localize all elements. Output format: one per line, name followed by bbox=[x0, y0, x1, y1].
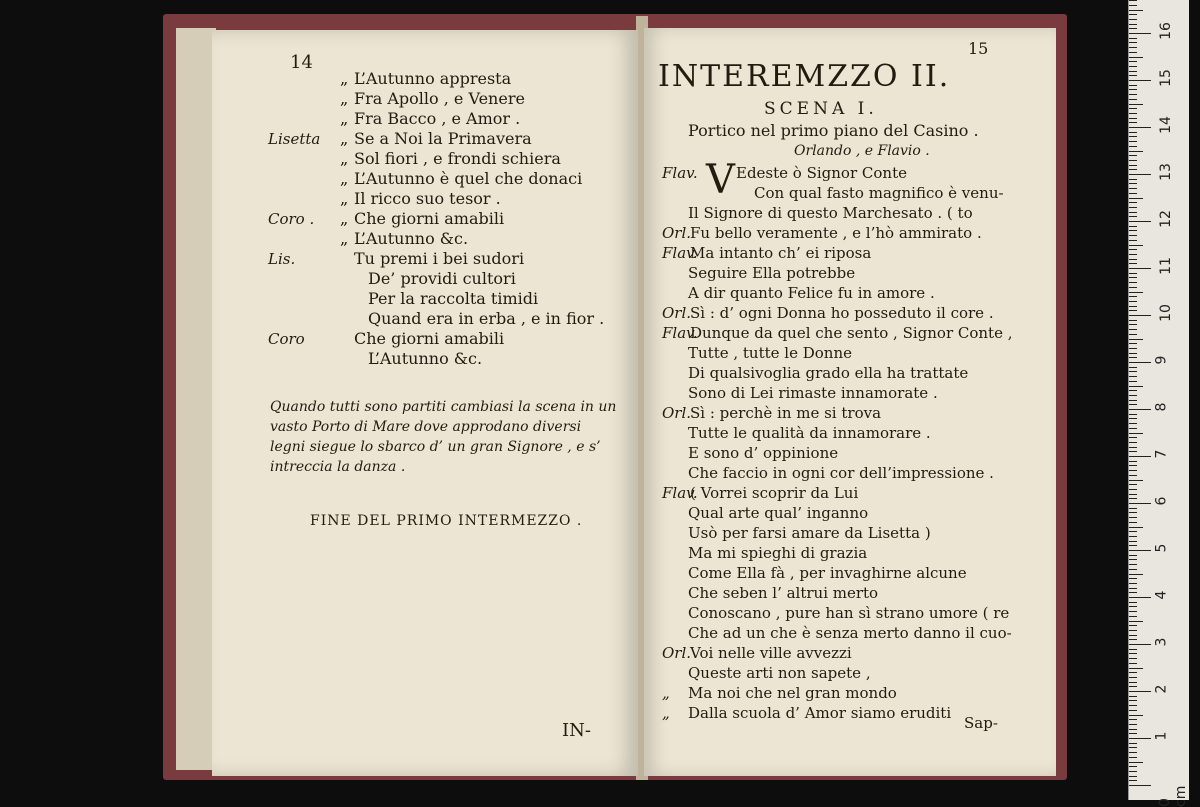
verse-line: L’Autunno &c. bbox=[368, 349, 483, 368]
right-page bbox=[644, 28, 1056, 776]
dialogue-line: Sono di Lei rimaste innamorate . bbox=[688, 384, 938, 402]
dialogue-line: Ma intanto ch’ ei riposa bbox=[690, 244, 872, 262]
ruler-tick bbox=[1129, 729, 1137, 730]
ruler-tick bbox=[1129, 198, 1143, 199]
speaker-label: Flav. bbox=[662, 164, 698, 182]
quote-mark: „ bbox=[340, 189, 349, 208]
verse-line: Che giorni amabili bbox=[354, 329, 505, 348]
ruler-number: 12 bbox=[1157, 210, 1174, 228]
ruler-number: 10 bbox=[1157, 304, 1174, 322]
ruler-tick bbox=[1129, 226, 1137, 227]
ruler-tick bbox=[1129, 89, 1137, 90]
ruler-tick bbox=[1129, 395, 1137, 396]
ruler-tick bbox=[1129, 263, 1137, 264]
ruler-tick bbox=[1129, 216, 1137, 217]
ruler-tick bbox=[1129, 409, 1151, 410]
ruler-tick bbox=[1129, 503, 1151, 504]
ruler-tick bbox=[1129, 456, 1151, 457]
ruler-tick bbox=[1129, 719, 1137, 720]
dialogue-line: Edeste ò Signor Conte bbox=[736, 164, 907, 182]
ruler-tick bbox=[1129, 649, 1137, 650]
ruler-tick bbox=[1129, 0, 1137, 1]
ruler-tick bbox=[1129, 155, 1137, 156]
ruler-tick bbox=[1129, 602, 1137, 603]
dialogue-line: ( Vorrei scoprir da Lui bbox=[690, 484, 859, 502]
ruler-tick bbox=[1129, 644, 1151, 645]
ruler-tick bbox=[1129, 780, 1137, 781]
ruler-tick bbox=[1129, 691, 1151, 692]
ruler-tick bbox=[1129, 132, 1137, 133]
dialogue-line: Voi nelle ville avvezzi bbox=[690, 644, 852, 662]
ruler-tick bbox=[1129, 710, 1137, 711]
ruler-tick bbox=[1129, 531, 1137, 532]
dialogue-line: Ma noi che nel gran mondo bbox=[688, 684, 897, 702]
ruler-tick bbox=[1129, 574, 1143, 575]
ruler-tick bbox=[1129, 339, 1143, 340]
ruler-number: 2 bbox=[1153, 684, 1170, 694]
characters: Orlando , e Flavio . bbox=[794, 143, 930, 159]
flyleaf bbox=[176, 28, 216, 770]
dialogue-line: Queste arti non sapete , bbox=[688, 664, 871, 682]
ruler-tick bbox=[1129, 292, 1143, 293]
verse-line: Sol fiori , e frondi schiera bbox=[354, 149, 561, 168]
ruler-tick bbox=[1129, 578, 1137, 579]
stage-direction-line: vasto Porto di Mare dove approdano diversi bbox=[270, 419, 582, 435]
ruler-tick bbox=[1129, 677, 1137, 678]
ruler-tick bbox=[1129, 461, 1137, 462]
ruler-tick bbox=[1129, 179, 1137, 180]
page-number: 15 bbox=[968, 39, 989, 58]
speaker-label: Coro . bbox=[268, 210, 315, 228]
drop-cap: V bbox=[706, 157, 735, 203]
ruler-tick bbox=[1129, 169, 1137, 170]
verse-line: Tu premi i bei sudori bbox=[354, 249, 525, 268]
ruler-number: 6 bbox=[1153, 496, 1170, 506]
ruler-tick bbox=[1129, 353, 1137, 354]
ruler-tick bbox=[1129, 118, 1137, 119]
ruler-tick bbox=[1129, 390, 1137, 391]
dialogue-line: Dalla scuola d’ Amor siamo eruditi bbox=[688, 704, 952, 722]
ruler-tick bbox=[1129, 99, 1137, 100]
ruler-tick bbox=[1129, 414, 1137, 415]
quote-mark: „ bbox=[340, 89, 349, 108]
ruler-tick bbox=[1129, 151, 1143, 152]
ruler-number: 7 bbox=[1153, 449, 1170, 459]
ruler-tick bbox=[1129, 668, 1143, 669]
ruler-tick bbox=[1129, 766, 1137, 767]
ruler-tick bbox=[1129, 221, 1151, 222]
ruler-tick bbox=[1129, 61, 1137, 62]
verse-line: L’Autunno è quel che donaci bbox=[354, 169, 583, 188]
ruler-tick bbox=[1129, 259, 1137, 260]
dialogue-line: A dir quanto Felice fu in amore . bbox=[688, 284, 935, 302]
ruler-tick bbox=[1129, 663, 1137, 664]
ruler-tick bbox=[1129, 550, 1151, 551]
ruler-tick bbox=[1129, 484, 1137, 485]
ruler-tick bbox=[1129, 193, 1137, 194]
verse-line: Per la raccolta timidi bbox=[368, 289, 539, 308]
speaker-label: Flav. bbox=[662, 244, 698, 262]
ruler-tick bbox=[1129, 376, 1137, 377]
ruler-tick bbox=[1129, 494, 1137, 495]
ruler-tick bbox=[1129, 174, 1151, 175]
speaker-label: Flav. bbox=[662, 484, 698, 502]
ruler-tick bbox=[1129, 470, 1137, 471]
ruler-tick bbox=[1129, 776, 1137, 777]
ruler-tick bbox=[1129, 489, 1137, 490]
dialogue-line: Tutte le qualità da innamorare . bbox=[688, 424, 931, 442]
ruler-tick bbox=[1129, 202, 1137, 203]
ruler-tick bbox=[1129, 381, 1137, 382]
ruler-tick bbox=[1129, 597, 1151, 598]
measuring-ruler bbox=[1128, 0, 1189, 807]
ruler-tick bbox=[1129, 165, 1137, 166]
ruler-number: 14 bbox=[1157, 116, 1174, 134]
ruler-tick bbox=[1129, 428, 1137, 429]
dialogue-line: Conoscano , pure han sì strano umore ( re bbox=[688, 604, 1010, 622]
ruler-tick bbox=[1129, 42, 1137, 43]
ruler-tick bbox=[1129, 47, 1137, 48]
ruler-number: 8 bbox=[1153, 402, 1170, 412]
ruler-tick bbox=[1129, 733, 1137, 734]
ruler-tick bbox=[1129, 508, 1137, 509]
speaker-label: „ bbox=[662, 684, 670, 702]
dialogue-line: Usò per farsi amare da Lisetta ) bbox=[688, 524, 931, 542]
ruler-number: 15 bbox=[1157, 69, 1174, 87]
ruler-tick bbox=[1129, 52, 1137, 53]
ruler-tick bbox=[1129, 437, 1137, 438]
dialogue-line: Tutte , tutte le Donne bbox=[688, 344, 852, 362]
speaker-label: „ bbox=[662, 704, 670, 722]
ruler-tick bbox=[1129, 498, 1137, 499]
speaker-label: Flav. bbox=[662, 324, 698, 342]
ruler-tick bbox=[1129, 357, 1137, 358]
ruler-tick bbox=[1129, 545, 1137, 546]
ruler-tick bbox=[1129, 24, 1137, 25]
verse-line: Quand era in erba , e in fior . bbox=[368, 309, 605, 328]
quote-mark: „ bbox=[340, 229, 349, 248]
ruler-tick bbox=[1129, 310, 1137, 311]
dialogue-line: Di qualsivoglia grado ella ha trattate bbox=[688, 364, 969, 382]
dialogue-line: Fu bello veramente , e l’hò ammirato . bbox=[690, 224, 982, 242]
ruler-tick bbox=[1129, 757, 1137, 758]
ruler-number: 9 bbox=[1153, 355, 1170, 365]
ruler-tick bbox=[1129, 386, 1143, 387]
scene-setting: Portico nel primo piano del Casino . bbox=[688, 121, 979, 140]
ruler-tick bbox=[1129, 522, 1137, 523]
ruler-tick bbox=[1129, 249, 1137, 250]
verse-line: L’Autunno &c. bbox=[354, 229, 469, 248]
ruler-tick bbox=[1129, 475, 1137, 476]
verse-line: Se a Noi la Primavera bbox=[354, 129, 532, 148]
ruler-tick bbox=[1129, 296, 1137, 297]
interlude-title: INTEREMZZO II. bbox=[658, 59, 951, 94]
dialogue-line: Che faccio in ogni cor dell’impressione . bbox=[688, 464, 994, 482]
ruler-tick bbox=[1129, 188, 1137, 189]
ruler-tick bbox=[1129, 75, 1137, 76]
dialogue-line: Come Ella fà , per invaghirne alcune bbox=[688, 564, 967, 582]
scene-heading: SCENA I. bbox=[764, 99, 878, 119]
ruler-tick bbox=[1129, 28, 1137, 29]
ruler-tick bbox=[1129, 433, 1143, 434]
ruler-tick bbox=[1129, 57, 1143, 58]
ruler-number: 0 cm bbox=[1157, 785, 1189, 807]
ruler-tick bbox=[1129, 329, 1137, 330]
dialogue-line: Che seben l’ altrui merto bbox=[688, 584, 879, 602]
ruler-tick bbox=[1129, 301, 1137, 302]
ruler-tick bbox=[1129, 315, 1151, 316]
ruler-tick bbox=[1129, 715, 1143, 716]
ruler-tick bbox=[1129, 38, 1137, 39]
ruler-tick bbox=[1129, 141, 1137, 142]
ruler-tick bbox=[1129, 306, 1137, 307]
ruler-tick bbox=[1129, 71, 1137, 72]
ruler-tick bbox=[1129, 66, 1137, 67]
ruler-tick bbox=[1129, 696, 1137, 697]
ruler-tick bbox=[1129, 273, 1137, 274]
ruler-tick bbox=[1129, 451, 1137, 452]
ruler-tick bbox=[1129, 324, 1137, 325]
speaker-label: Orl. bbox=[662, 304, 692, 322]
ruler-tick bbox=[1129, 724, 1137, 725]
catchword: IN- bbox=[562, 720, 591, 741]
speaker-label: Lisetta bbox=[268, 130, 321, 148]
ruler-tick bbox=[1129, 785, 1151, 786]
verse-line: De’ providi cultori bbox=[368, 269, 516, 288]
ruler-tick bbox=[1129, 254, 1137, 255]
ruler-tick bbox=[1129, 512, 1137, 513]
ruler-tick bbox=[1129, 348, 1137, 349]
speaker-label: Lis. bbox=[268, 250, 296, 268]
ruler-tick bbox=[1129, 630, 1137, 631]
ruler-tick bbox=[1129, 14, 1137, 15]
ruler-tick bbox=[1129, 235, 1137, 236]
ruler-tick bbox=[1129, 621, 1143, 622]
stage-direction-line: Quando tutti sono partiti cambiasi la scena in un bbox=[270, 399, 617, 415]
ruler-tick bbox=[1129, 362, 1151, 363]
dialogue-line: Che ad un che è senza merto danno il cuo- bbox=[688, 624, 1012, 642]
speaker-label: Orl. bbox=[662, 404, 692, 422]
ruler-tick bbox=[1129, 122, 1137, 123]
ruler-tick bbox=[1129, 771, 1137, 772]
ruler-tick bbox=[1129, 480, 1143, 481]
end-title: FINE DEL PRIMO INTERMEZZO . bbox=[310, 513, 583, 529]
verse-line: L’Autunno appresta bbox=[354, 69, 512, 88]
ruler-tick bbox=[1129, 743, 1137, 744]
stage-direction-line: intreccia la danza . bbox=[270, 459, 406, 475]
ruler-tick bbox=[1129, 559, 1137, 560]
ruler-tick bbox=[1129, 212, 1137, 213]
ruler-number: 13 bbox=[1157, 163, 1174, 181]
dialogue-line: Ma mi spieghi di grazia bbox=[688, 544, 868, 562]
dialogue-line: Dunque da quel che sento , Signor Conte , bbox=[690, 324, 1013, 342]
ruler-tick bbox=[1129, 418, 1137, 419]
ruler-tick bbox=[1129, 541, 1137, 542]
ruler-tick bbox=[1129, 287, 1137, 288]
quote-mark: „ bbox=[340, 209, 349, 228]
ruler-tick bbox=[1129, 160, 1137, 161]
ruler-tick bbox=[1129, 682, 1137, 683]
ruler-tick bbox=[1129, 245, 1143, 246]
ruler-tick bbox=[1129, 371, 1137, 372]
ruler-tick bbox=[1129, 527, 1143, 528]
speaker-label: Orl. bbox=[662, 644, 692, 662]
ruler-tick bbox=[1129, 108, 1137, 109]
speaker-label: Coro bbox=[268, 330, 305, 348]
ruler-tick bbox=[1129, 268, 1151, 269]
dialogue-line: Seguire Ella potrebbe bbox=[688, 264, 856, 282]
ruler-tick bbox=[1129, 517, 1137, 518]
ruler-number: 11 bbox=[1157, 257, 1174, 275]
ruler-tick bbox=[1129, 19, 1137, 20]
ruler-tick bbox=[1129, 653, 1137, 654]
ruler-tick bbox=[1129, 625, 1137, 626]
verse-line: Fra Apollo , e Venere bbox=[354, 89, 525, 108]
ruler-tick bbox=[1129, 10, 1143, 11]
ruler-tick bbox=[1129, 207, 1137, 208]
catchword: Sap- bbox=[964, 714, 998, 732]
verse-line: Il ricco suo tesor . bbox=[354, 189, 501, 208]
ruler-number: 5 bbox=[1153, 543, 1170, 553]
quote-mark: „ bbox=[340, 109, 349, 128]
quote-mark: „ bbox=[340, 129, 349, 148]
ruler-number: 4 bbox=[1153, 590, 1170, 600]
ruler-tick bbox=[1129, 569, 1137, 570]
ruler-tick bbox=[1129, 700, 1137, 701]
ruler-tick bbox=[1129, 536, 1137, 537]
ruler-tick bbox=[1129, 404, 1137, 405]
ruler-tick bbox=[1129, 616, 1137, 617]
left-page bbox=[212, 30, 638, 776]
ruler-tick bbox=[1129, 277, 1137, 278]
ruler-tick bbox=[1129, 104, 1143, 105]
ruler-tick bbox=[1129, 672, 1137, 673]
ruler-tick bbox=[1129, 738, 1151, 739]
ruler-number: 16 bbox=[1157, 22, 1174, 40]
ruler-tick bbox=[1129, 762, 1143, 763]
ruler-tick bbox=[1129, 639, 1137, 640]
dialogue-line: Sì : d’ ogni Donna ho posseduto il core . bbox=[690, 304, 994, 322]
ruler-tick bbox=[1129, 183, 1137, 184]
ruler-tick bbox=[1129, 752, 1137, 753]
ruler-tick bbox=[1129, 400, 1137, 401]
dialogue-line: Il Signore di questo Marchesato . ( to bbox=[688, 204, 973, 222]
ruler-tick bbox=[1129, 367, 1137, 368]
ruler-tick bbox=[1129, 334, 1137, 335]
ruler-tick bbox=[1129, 343, 1137, 344]
ruler-tick bbox=[1129, 555, 1137, 556]
ruler-tick bbox=[1129, 747, 1137, 748]
ruler-tick bbox=[1129, 320, 1137, 321]
ruler-tick bbox=[1129, 80, 1151, 81]
ruler-tick bbox=[1129, 658, 1137, 659]
page-number: 14 bbox=[290, 52, 313, 73]
ruler-tick bbox=[1129, 282, 1137, 283]
verse-line: Fra Bacco , e Amor . bbox=[354, 109, 521, 128]
ruler-tick bbox=[1129, 33, 1151, 34]
ruler-tick bbox=[1129, 146, 1137, 147]
ruler-tick bbox=[1129, 465, 1137, 466]
dialogue-line: Sì : perchè in me si trova bbox=[690, 404, 882, 422]
ruler-tick bbox=[1129, 583, 1137, 584]
ruler-tick bbox=[1129, 606, 1137, 607]
ruler-tick bbox=[1129, 85, 1137, 86]
ruler-tick bbox=[1129, 564, 1137, 565]
ruler-tick bbox=[1129, 230, 1137, 231]
ruler-tick bbox=[1129, 94, 1137, 95]
quote-mark: „ bbox=[340, 149, 349, 168]
ruler-tick bbox=[1129, 127, 1151, 128]
speaker-label: Orl. bbox=[662, 224, 692, 242]
ruler-tick bbox=[1129, 240, 1137, 241]
ruler-tick bbox=[1129, 113, 1137, 114]
ruler-tick bbox=[1129, 635, 1137, 636]
verse-line: Che giorni amabili bbox=[354, 209, 505, 228]
ruler-tick bbox=[1129, 423, 1137, 424]
ruler-tick bbox=[1129, 592, 1137, 593]
ruler-number: 1 bbox=[1153, 731, 1170, 741]
quote-mark: „ bbox=[340, 169, 349, 188]
dialogue-line: Con qual fasto magnifico è venu- bbox=[754, 184, 1004, 202]
ruler-tick bbox=[1129, 442, 1137, 443]
ruler-tick bbox=[1129, 447, 1137, 448]
ruler-tick bbox=[1129, 588, 1137, 589]
ruler-tick bbox=[1129, 611, 1137, 612]
ruler-tick bbox=[1129, 705, 1137, 706]
dialogue-line: Qual arte qual’ inganno bbox=[688, 504, 869, 522]
dialogue-line: E sono d’ oppinione bbox=[688, 444, 839, 462]
ruler-tick bbox=[1129, 136, 1137, 137]
ruler-tick bbox=[1129, 5, 1137, 6]
ruler-tick bbox=[1129, 686, 1137, 687]
stage-direction-line: legni siegue lo sbarco d’ un gran Signore , e s’ bbox=[270, 439, 601, 455]
ruler-number: 3 bbox=[1153, 637, 1170, 647]
quote-mark: „ bbox=[340, 69, 349, 88]
